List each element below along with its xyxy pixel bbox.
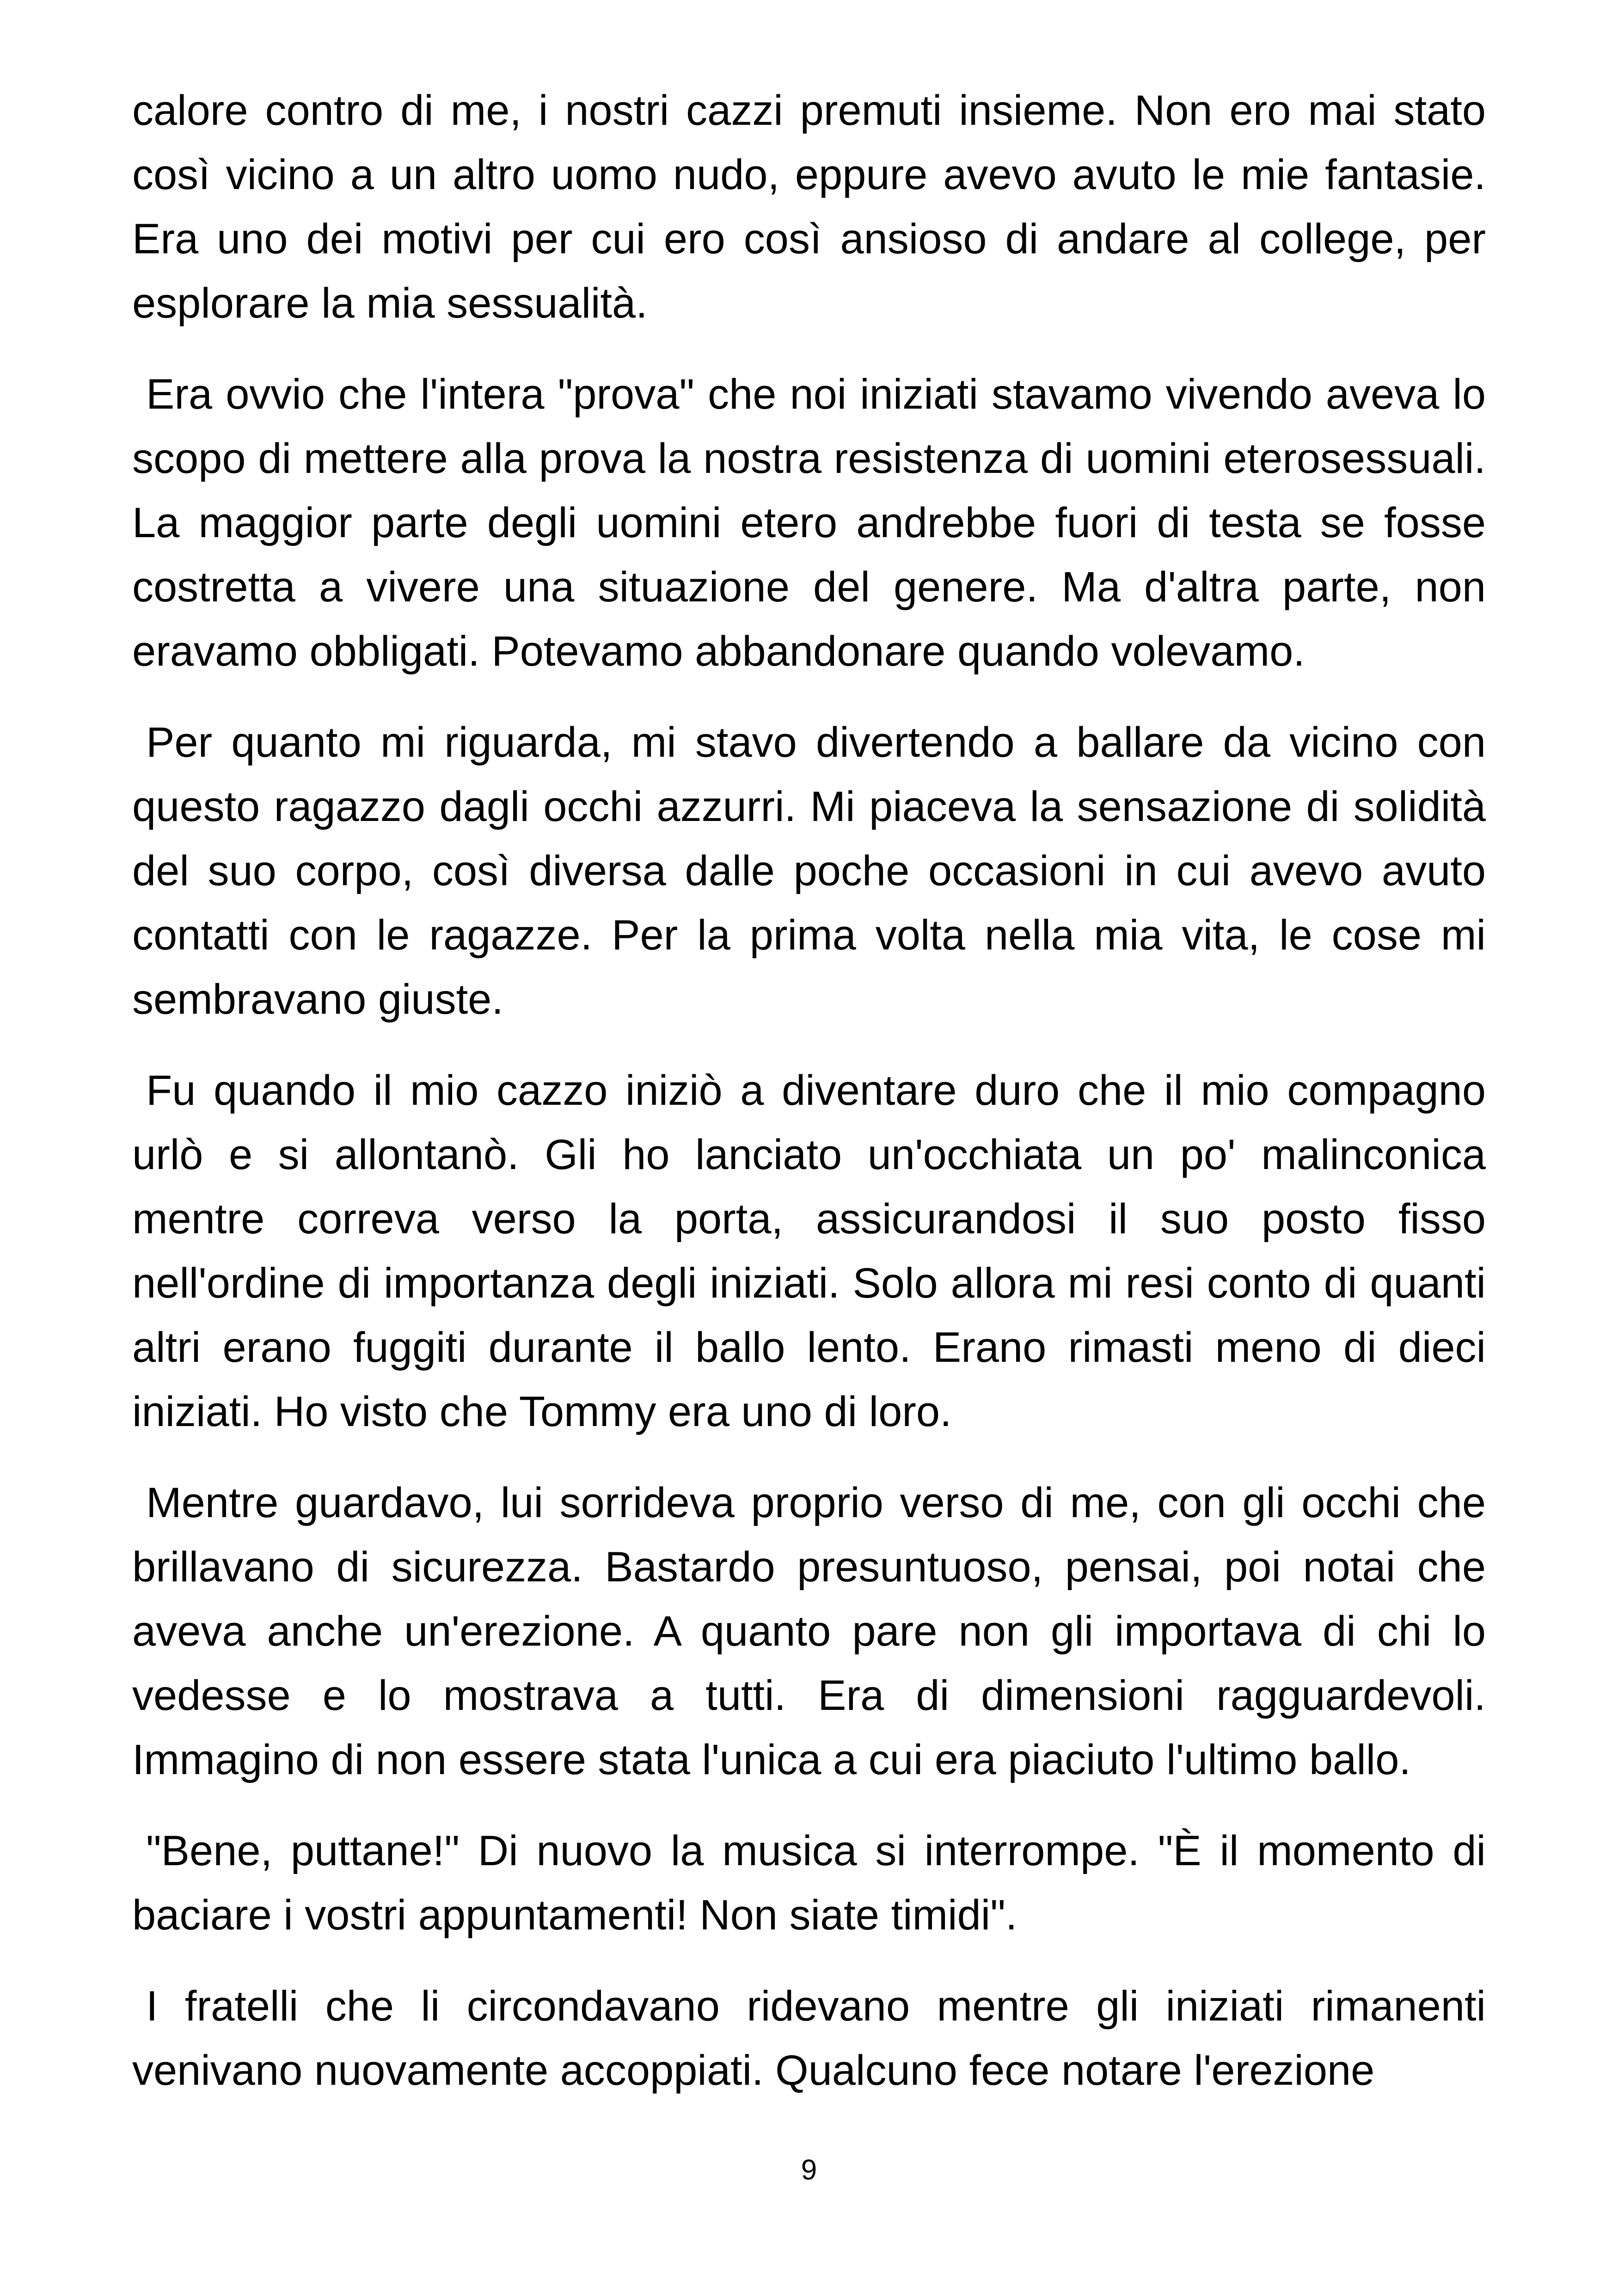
- paragraph-7: I fratelli che li circondavano ridevano mentre gli iniziati rimanenti venivano nuovamente accoppiati. Qualcuno fece notare l'erezione: [132, 1983, 1486, 2094]
- paragraph-5: Mentre guardavo, lui sorrideva proprio verso di me, con gli occhi che brillavano di sicurezza. Bastardo presuntuoso, pensai, poi notai che aveva anche un'erezione. A quanto pare non gli importava di chi lo vedesse e lo mostrava a tutti. Era di dimensioni ragguardevoli. Immagino di non essere stata l'unica a cui era piaciuto l'ultimo ballo.: [132, 1479, 1486, 1783]
- paragraph-6: "Bene, puttane!" Di nuovo la musica si interrompe. "È il momento di baciare i vostri appuntamenti! Non siate timidi".: [132, 1827, 1486, 1939]
- paragraph-2: Era ovvio che l'intera "prova" che noi iniziati stavamo vivendo aveva lo scopo di mettere alla prova la nostra resistenza di uomini eterosessuali. La maggior parte degli uomini etero andrebbe fuori di testa se fosse costretta a vivere una situazione del genere. Ma d'altra parte, non eravamo obbligati. Potevamo abbandonare quando volevamo.: [132, 371, 1486, 675]
- paragraph-3: Per quanto mi riguarda, mi stavo divertendo a ballare da vicino con questo ragazzo dagli occhi azzurri. Mi piaceva la sensazione di solidità del suo corpo, così diversa dalle poche occasioni in cui avevo avuto contatti con le ragazze. Per la prima volta nella mia vita, le cose mi sembravano giuste.: [132, 719, 1486, 1023]
- paragraph-1: calore contro di me, i nostri cazzi premuti insieme. Non ero mai stato così vicino a un altro uomo nudo, eppure avevo avuto le mie fantasie. Era uno dei motivi per cui ero così ansioso di andare al college, per esplorare la mia sessualità.: [132, 87, 1486, 327]
- paragraph-4: Fu quando il mio cazzo iniziò a diventare duro che il mio compagno urlò e si allontanò. Gli ho lanciato un'occhiata un po' malinconica mentre correva verso la porta, assicurandosi il suo posto fisso nell'ordine di importanza degli iniziati. Solo allora mi resi conto di quanti altri erano fuggiti durante il ballo lento. Erano rimasti meno di dieci iniziati. Ho visto che Tommy era uno di loro.: [132, 1067, 1486, 1435]
- page-body: [132, 79, 1486, 2130]
- page-number: 9: [801, 2154, 817, 2186]
